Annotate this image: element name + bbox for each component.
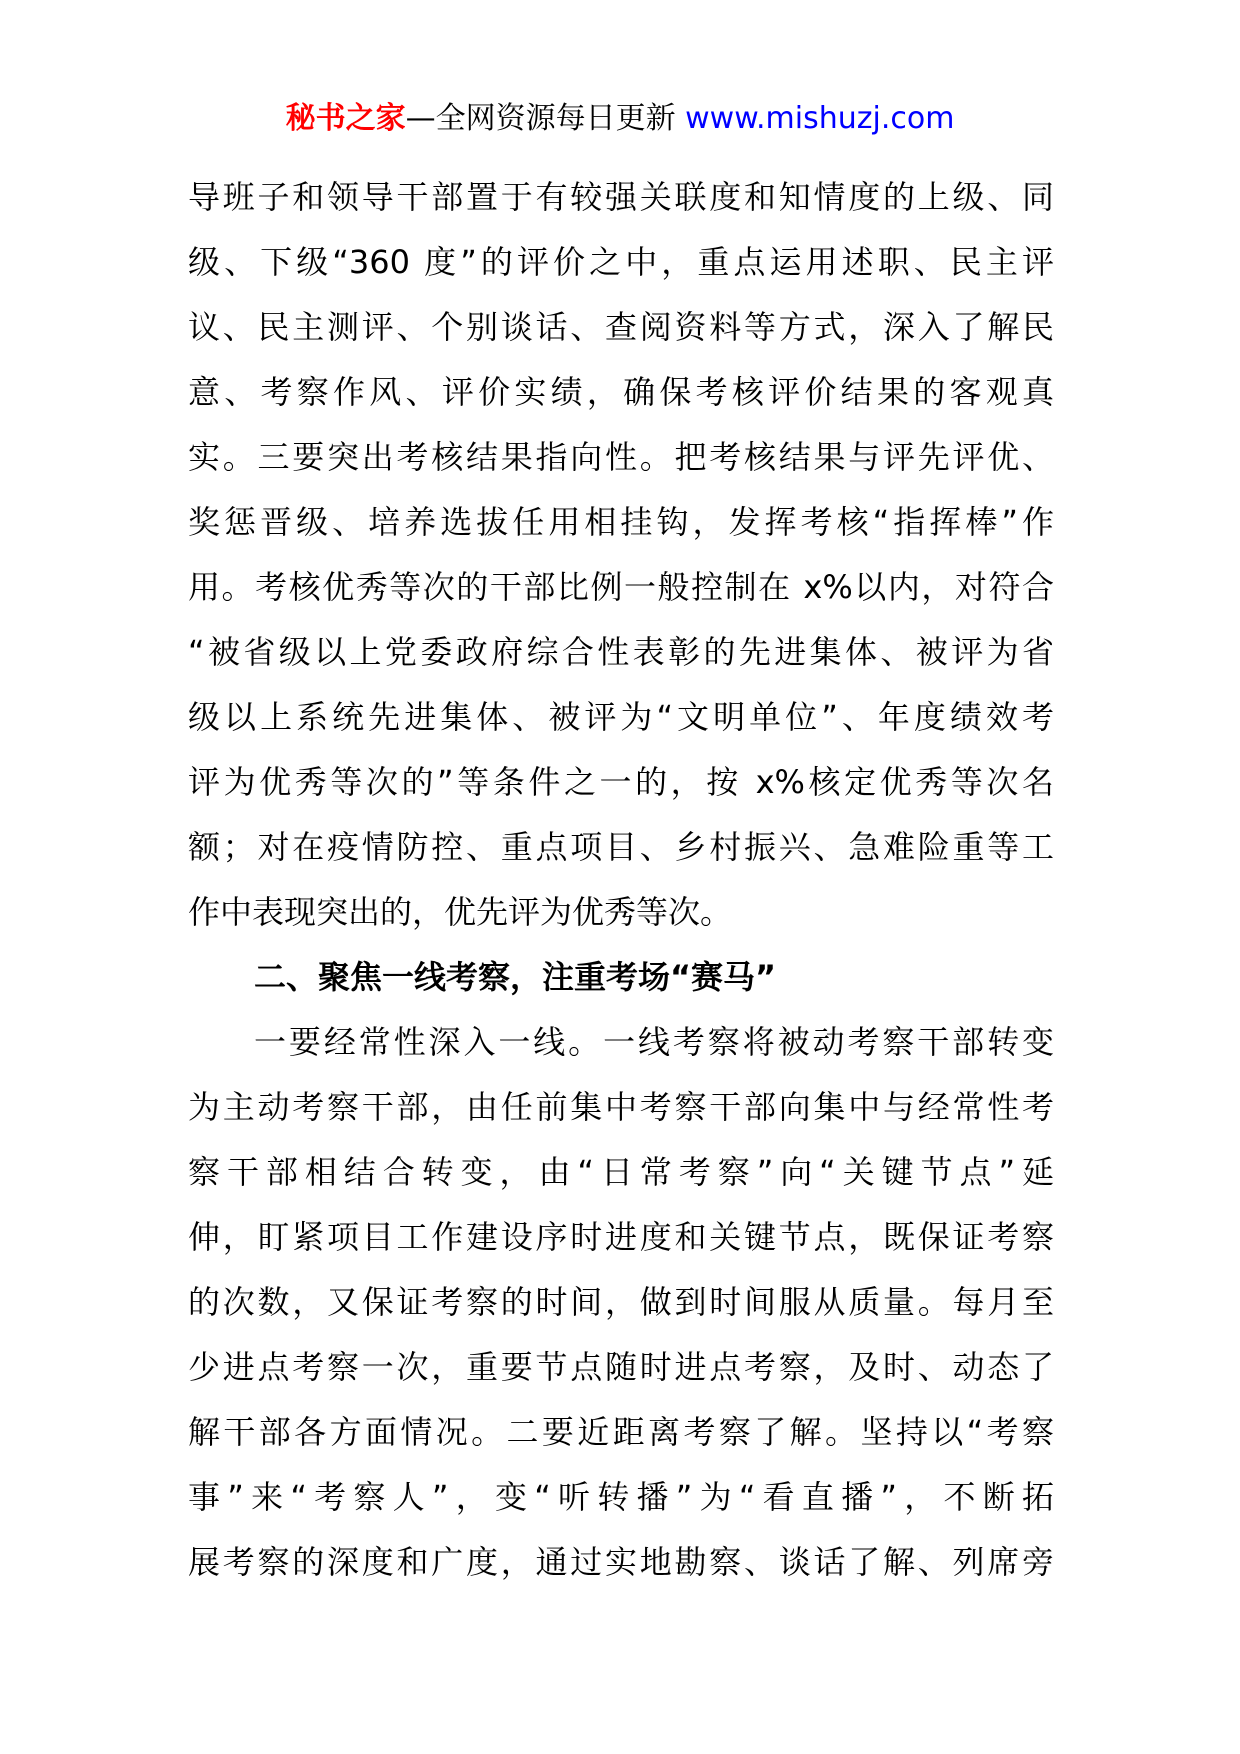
text-line: 作中表现突出的，优先评为优秀等次。 xyxy=(188,893,733,931)
text-line: 导班子和领导干部置于有较强关联度和知情度的上级、同 xyxy=(188,178,1054,216)
section-heading: 二、聚焦一线考察，注重考场“赛马” xyxy=(254,958,777,996)
text-line: 少进点考察一次，重要节点随时进点考察，及时、动态了 xyxy=(188,1348,1054,1386)
text-line: 实。三要突出考核结果指向性。把考核结果与评先评优、 xyxy=(188,438,1054,476)
text-line: 级以上系统先进集体、被评为“文明单位”、年度绩效考 xyxy=(188,698,1054,736)
site-brand: 秘书之家 xyxy=(285,101,406,136)
text-line: 议、民主测评、个别谈话、查阅资料等方式，深入了解民 xyxy=(188,308,1054,346)
site-header xyxy=(0,98,1240,140)
text-line: 评为优秀等次的”等条件之一的，按 x%核定优秀等次名 xyxy=(188,763,1054,801)
text-line: 为主动考察干部，由任前集中考察干部向集中与经常性考 xyxy=(188,1088,1054,1126)
text-line: 意、考察作风、评价实绩，确保考核评价结果的客观真 xyxy=(188,373,1054,411)
text-line: 额；对在疫情防控、重点项目、乡村振兴、急难险重等工 xyxy=(188,828,1054,866)
document-body xyxy=(188,165,1054,1595)
text-line: 察干部相结合转变，由“日常考察”向“关键节点”延 xyxy=(188,1153,1054,1191)
text-line: 事”来“考察人”，变“听转播”为“看直播”，不断拓 xyxy=(188,1478,1054,1516)
text-line: 伸，盯紧项目工作建设序时进度和关键节点，既保证考察 xyxy=(188,1218,1054,1256)
text-line: 级、下级“360 度”的评价之中，重点运用述职、民主评 xyxy=(188,243,1054,281)
site-url-link[interactable]: www.mishuzj.com xyxy=(685,101,955,136)
text-line: 展考察的深度和广度，通过实地勘察、谈话了解、列席旁 xyxy=(188,1543,1054,1581)
text-line: 用。考核优秀等次的干部比例一般控制在 x%以内，对符合 xyxy=(188,568,1054,606)
text-line: 的次数，又保证考察的时间，做到时间服从质量。每月至 xyxy=(188,1283,1054,1321)
text-line: 一要经常性深入一线。一线考察将被动考察干部转变 xyxy=(254,1023,1054,1061)
text-line: 解干部各方面情况。二要近距离考察了解。坚持以“考察 xyxy=(188,1413,1054,1451)
site-tagline: —全网资源每日更新 xyxy=(405,101,686,136)
text-line: 奖惩晋级、培养选拔任用相挂钩，发挥考核“指挥棒”作 xyxy=(188,503,1054,541)
text-line: “被省级以上党委政府综合性表彰的先进集体、被评为省 xyxy=(188,633,1054,671)
